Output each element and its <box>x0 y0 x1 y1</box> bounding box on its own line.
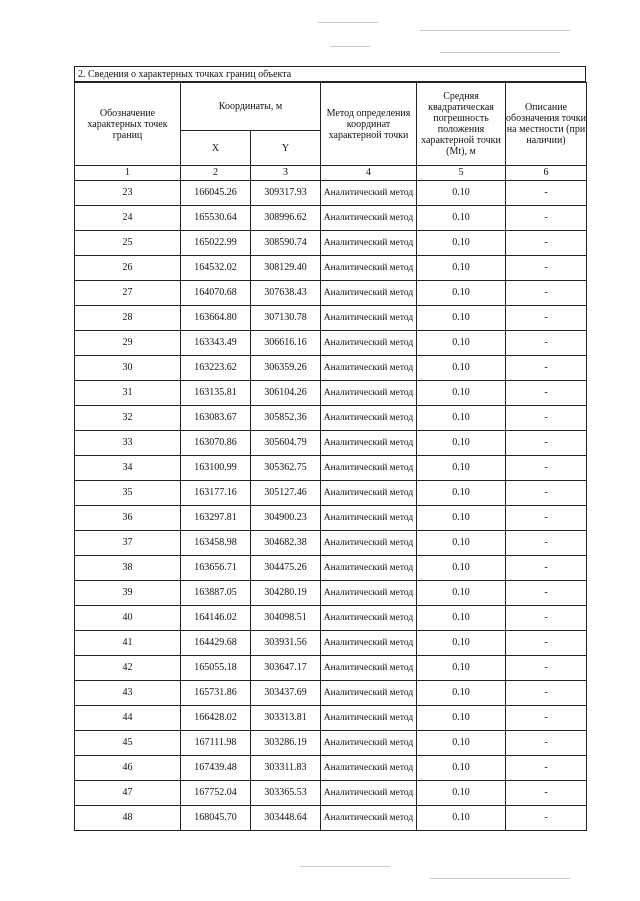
x-coordinate-cell: 167111.98 <box>181 731 251 756</box>
x-coordinate-cell: 165022.99 <box>181 231 251 256</box>
description-cell: - <box>506 556 587 581</box>
point-id-cell: 37 <box>75 531 181 556</box>
error-cell: 0.10 <box>417 506 506 531</box>
point-id-cell: 47 <box>75 781 181 806</box>
y-coordinate-cell: 309317.93 <box>251 181 321 206</box>
column-number: 6 <box>506 166 587 181</box>
error-cell: 0.10 <box>417 631 506 656</box>
description-cell: - <box>506 206 587 231</box>
y-coordinate-cell: 303931.56 <box>251 631 321 656</box>
y-coordinate-cell: 307638.43 <box>251 281 321 306</box>
description-cell: - <box>506 531 587 556</box>
y-coordinate-cell: 304098.51 <box>251 606 321 631</box>
point-id-cell: 25 <box>75 231 181 256</box>
x-coordinate-cell: 163343.49 <box>181 331 251 356</box>
header-designation: Обозначение характерных точек границ <box>75 83 181 166</box>
point-id-cell: 41 <box>75 631 181 656</box>
x-coordinate-cell: 167439.48 <box>181 756 251 781</box>
scan-artifact <box>440 52 560 53</box>
column-number: 3 <box>251 166 321 181</box>
method-cell: Аналитический метод <box>321 381 417 406</box>
method-cell: Аналитический метод <box>321 256 417 281</box>
table-row <box>75 206 587 231</box>
table-row <box>75 606 587 631</box>
method-cell: Аналитический метод <box>321 806 417 831</box>
error-cell: 0.10 <box>417 731 506 756</box>
table-row <box>75 731 587 756</box>
point-id-cell: 43 <box>75 681 181 706</box>
description-cell: - <box>506 581 587 606</box>
column-number: 4 <box>321 166 417 181</box>
header-method: Метод определения координат характерной точки <box>321 83 417 166</box>
scan-artifact <box>430 878 570 879</box>
table-body <box>75 181 587 831</box>
x-coordinate-cell: 167752.04 <box>181 781 251 806</box>
description-cell: - <box>506 306 587 331</box>
error-cell: 0.10 <box>417 256 506 281</box>
method-cell: Аналитический метод <box>321 756 417 781</box>
method-cell: Аналитический метод <box>321 406 417 431</box>
method-cell: Аналитический метод <box>321 431 417 456</box>
method-cell: Аналитический метод <box>321 581 417 606</box>
y-coordinate-cell: 304280.19 <box>251 581 321 606</box>
y-coordinate-cell: 305852.36 <box>251 406 321 431</box>
description-cell: - <box>506 231 587 256</box>
x-coordinate-cell: 163070.86 <box>181 431 251 456</box>
y-coordinate-cell: 304682.38 <box>251 531 321 556</box>
x-coordinate-cell: 166045.26 <box>181 181 251 206</box>
description-cell: - <box>506 431 587 456</box>
column-number: 5 <box>417 166 506 181</box>
header-error: Средняя квадратическая погрешность положения характерной точки (Mt), м <box>417 83 506 166</box>
error-cell: 0.10 <box>417 381 506 406</box>
table-row <box>75 231 587 256</box>
description-cell: - <box>506 456 587 481</box>
y-coordinate-cell: 303313.81 <box>251 706 321 731</box>
error-cell: 0.10 <box>417 681 506 706</box>
y-coordinate-cell: 303448.64 <box>251 806 321 831</box>
point-id-cell: 31 <box>75 381 181 406</box>
table-row <box>75 656 587 681</box>
y-coordinate-cell: 305127.46 <box>251 481 321 506</box>
y-coordinate-cell: 303365.53 <box>251 781 321 806</box>
table-row <box>75 331 587 356</box>
header-x: X <box>181 131 251 166</box>
method-cell: Аналитический метод <box>321 356 417 381</box>
y-coordinate-cell: 306104.26 <box>251 381 321 406</box>
error-cell: 0.10 <box>417 781 506 806</box>
description-cell: - <box>506 356 587 381</box>
point-id-cell: 35 <box>75 481 181 506</box>
x-coordinate-cell: 163297.81 <box>181 506 251 531</box>
scan-artifact <box>318 22 378 23</box>
method-cell: Аналитический метод <box>321 231 417 256</box>
error-cell: 0.10 <box>417 556 506 581</box>
header-description: Описание обозначения точки на местности (при наличии) <box>506 83 587 166</box>
table-row <box>75 631 587 656</box>
x-coordinate-cell: 163100.99 <box>181 456 251 481</box>
x-coordinate-cell: 163887.05 <box>181 581 251 606</box>
point-id-cell: 23 <box>75 181 181 206</box>
x-coordinate-cell: 164532.02 <box>181 256 251 281</box>
column-number: 2 <box>181 166 251 181</box>
point-id-cell: 42 <box>75 656 181 681</box>
error-cell: 0.10 <box>417 431 506 456</box>
description-cell: - <box>506 256 587 281</box>
table-row <box>75 756 587 781</box>
x-coordinate-cell: 165530.64 <box>181 206 251 231</box>
error-cell: 0.10 <box>417 531 506 556</box>
error-cell: 0.10 <box>417 756 506 781</box>
y-coordinate-cell: 305362.75 <box>251 456 321 481</box>
method-cell: Аналитический метод <box>321 631 417 656</box>
method-cell: Аналитический метод <box>321 481 417 506</box>
method-cell: Аналитический метод <box>321 731 417 756</box>
description-cell: - <box>506 681 587 706</box>
y-coordinate-cell: 305604.79 <box>251 431 321 456</box>
table-row <box>75 181 587 206</box>
x-coordinate-cell: 168045.70 <box>181 806 251 831</box>
table-row <box>75 256 587 281</box>
header-coordinates: Координаты, м <box>181 83 321 131</box>
y-coordinate-cell: 303437.69 <box>251 681 321 706</box>
y-coordinate-cell: 303286.19 <box>251 731 321 756</box>
method-cell: Аналитический метод <box>321 281 417 306</box>
point-id-cell: 30 <box>75 356 181 381</box>
description-cell: - <box>506 481 587 506</box>
method-cell: Аналитический метод <box>321 606 417 631</box>
x-coordinate-cell: 165055.18 <box>181 656 251 681</box>
table-row <box>75 506 587 531</box>
method-cell: Аналитический метод <box>321 556 417 581</box>
point-id-cell: 44 <box>75 706 181 731</box>
table-row <box>75 681 587 706</box>
method-cell: Аналитический метод <box>321 506 417 531</box>
x-coordinate-cell: 163458.98 <box>181 531 251 556</box>
description-cell: - <box>506 406 587 431</box>
header-y: Y <box>251 131 321 166</box>
table-row <box>75 281 587 306</box>
x-coordinate-cell: 163656.71 <box>181 556 251 581</box>
scan-artifact <box>300 866 390 867</box>
description-cell: - <box>506 756 587 781</box>
method-cell: Аналитический метод <box>321 706 417 731</box>
description-cell: - <box>506 281 587 306</box>
description-cell: - <box>506 506 587 531</box>
x-coordinate-cell: 164429.68 <box>181 631 251 656</box>
y-coordinate-cell: 304900.23 <box>251 506 321 531</box>
description-cell: - <box>506 331 587 356</box>
column-number: 1 <box>75 166 181 181</box>
error-cell: 0.10 <box>417 706 506 731</box>
table-row <box>75 706 587 731</box>
error-cell: 0.10 <box>417 656 506 681</box>
description-cell: - <box>506 381 587 406</box>
y-coordinate-cell: 304475.26 <box>251 556 321 581</box>
x-coordinate-cell: 163664.80 <box>181 306 251 331</box>
y-coordinate-cell: 303647.17 <box>251 656 321 681</box>
point-id-cell: 28 <box>75 306 181 331</box>
x-coordinate-cell: 166428.02 <box>181 706 251 731</box>
description-cell: - <box>506 631 587 656</box>
description-cell: - <box>506 731 587 756</box>
table-row <box>75 431 587 456</box>
error-cell: 0.10 <box>417 231 506 256</box>
x-coordinate-cell: 164070.68 <box>181 281 251 306</box>
x-coordinate-cell: 163083.67 <box>181 406 251 431</box>
method-cell: Аналитический метод <box>321 306 417 331</box>
error-cell: 0.10 <box>417 181 506 206</box>
description-cell: - <box>506 656 587 681</box>
y-coordinate-cell: 308129.40 <box>251 256 321 281</box>
error-cell: 0.10 <box>417 356 506 381</box>
method-cell: Аналитический метод <box>321 781 417 806</box>
table-row <box>75 806 587 831</box>
x-coordinate-cell: 163177.16 <box>181 481 251 506</box>
point-id-cell: 32 <box>75 406 181 431</box>
table-row <box>75 406 587 431</box>
point-id-cell: 24 <box>75 206 181 231</box>
table-row <box>75 381 587 406</box>
x-coordinate-cell: 164146.02 <box>181 606 251 631</box>
method-cell: Аналитический метод <box>321 531 417 556</box>
table-row <box>75 356 587 381</box>
method-cell: Аналитический метод <box>321 331 417 356</box>
error-cell: 0.10 <box>417 606 506 631</box>
scan-artifact <box>420 30 570 31</box>
y-coordinate-cell: 308590.74 <box>251 231 321 256</box>
method-cell: Аналитический метод <box>321 206 417 231</box>
y-coordinate-cell: 306359.26 <box>251 356 321 381</box>
y-coordinate-cell: 307130.78 <box>251 306 321 331</box>
error-cell: 0.10 <box>417 206 506 231</box>
point-id-cell: 38 <box>75 556 181 581</box>
point-id-cell: 27 <box>75 281 181 306</box>
error-cell: 0.10 <box>417 456 506 481</box>
section-title: 2. Сведения о характерных точках границ объекта <box>74 66 586 82</box>
point-id-cell: 39 <box>75 581 181 606</box>
description-cell: - <box>506 706 587 731</box>
point-id-cell: 33 <box>75 431 181 456</box>
error-cell: 0.10 <box>417 306 506 331</box>
table-row <box>75 481 587 506</box>
point-id-cell: 26 <box>75 256 181 281</box>
description-cell: - <box>506 806 587 831</box>
y-coordinate-cell: 308996.62 <box>251 206 321 231</box>
table-row <box>75 581 587 606</box>
error-cell: 0.10 <box>417 806 506 831</box>
y-coordinate-cell: 303311.83 <box>251 756 321 781</box>
x-coordinate-cell: 165731.86 <box>181 681 251 706</box>
method-cell: Аналитический метод <box>321 681 417 706</box>
point-id-cell: 36 <box>75 506 181 531</box>
scan-artifact <box>330 46 370 47</box>
table-row <box>75 556 587 581</box>
error-cell: 0.10 <box>417 581 506 606</box>
method-cell: Аналитический метод <box>321 456 417 481</box>
method-cell: Аналитический метод <box>321 656 417 681</box>
point-id-cell: 48 <box>75 806 181 831</box>
point-id-cell: 45 <box>75 731 181 756</box>
y-coordinate-cell: 306616.16 <box>251 331 321 356</box>
point-id-cell: 40 <box>75 606 181 631</box>
description-cell: - <box>506 181 587 206</box>
table-row <box>75 531 587 556</box>
description-cell: - <box>506 606 587 631</box>
table-row <box>75 781 587 806</box>
method-cell: Аналитический метод <box>321 181 417 206</box>
description-cell: - <box>506 781 587 806</box>
point-id-cell: 29 <box>75 331 181 356</box>
error-cell: 0.10 <box>417 281 506 306</box>
x-coordinate-cell: 163223.62 <box>181 356 251 381</box>
point-id-cell: 34 <box>75 456 181 481</box>
table-row <box>75 306 587 331</box>
error-cell: 0.10 <box>417 481 506 506</box>
x-coordinate-cell: 163135.81 <box>181 381 251 406</box>
point-id-cell: 46 <box>75 756 181 781</box>
error-cell: 0.10 <box>417 331 506 356</box>
error-cell: 0.10 <box>417 406 506 431</box>
boundary-points-table <box>74 82 587 831</box>
table-row <box>75 456 587 481</box>
